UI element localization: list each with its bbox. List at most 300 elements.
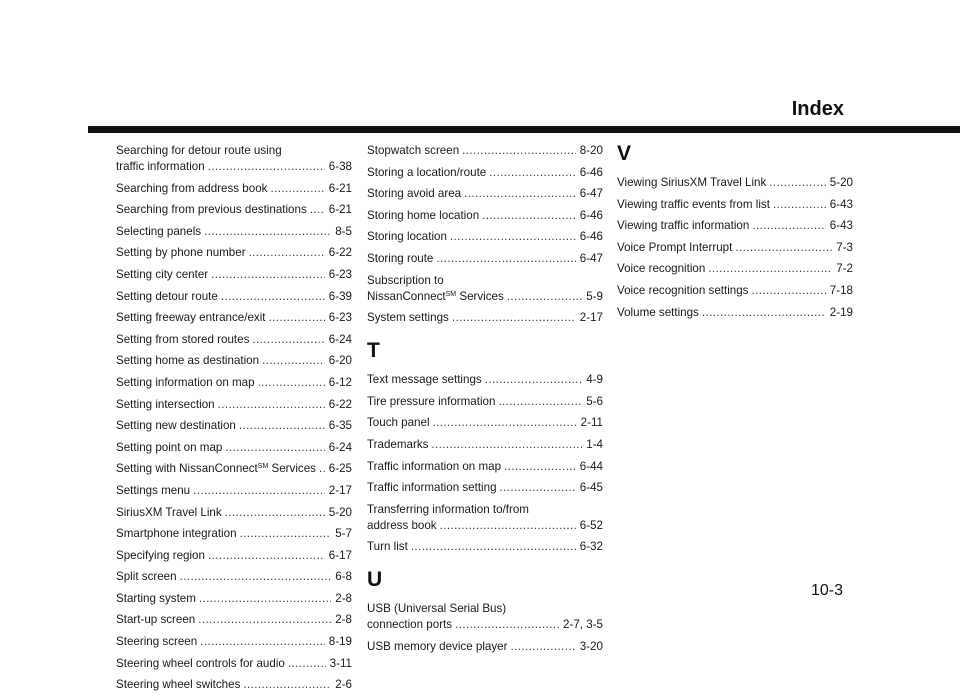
entry-label: Voice recognition [617,262,706,276]
dot-leader [262,353,325,369]
entry-text [116,440,222,456]
dot-leader [504,459,576,475]
index-entry [367,372,603,388]
entry-line [367,186,603,202]
page-ref: 3-20 [579,639,603,653]
entry-text [617,197,770,213]
index-entry [367,251,603,267]
entry-label: Traffic information setting [367,481,497,495]
entry-label-tail: Services [268,462,316,476]
index-entry [617,283,853,299]
index-column-2 [367,143,603,661]
page-ref: 6-35 [328,419,352,433]
entry-label: Storing a location/route [367,165,487,179]
page-ref: 7-2 [836,262,853,276]
page-ref: 8-5 [335,224,352,238]
index-column-3 [617,143,853,326]
dot-leader [440,518,576,534]
entry-label: Setting information on map [116,375,255,389]
dot-leader [452,310,576,326]
dot-leader [211,267,325,283]
entry-line [367,251,603,267]
dot-leader [269,310,325,326]
dot-leader [225,440,324,456]
entry-line [116,332,352,348]
page-ref: 6-24 [328,440,352,454]
page-ref: 6-21 [328,181,352,195]
index-entry [116,612,352,628]
dot-leader [243,677,331,693]
entry-line [116,375,352,391]
index-entry [617,175,853,191]
dot-leader [752,218,825,234]
entry-text [116,267,208,283]
index-entry [116,569,352,585]
entry-line [116,418,352,434]
entry-label: Storing route [367,251,434,265]
dot-leader [225,505,325,521]
index-entry [116,677,352,693]
entry-label: Storing home location [367,208,480,222]
entry-label: Selecting panels [116,224,202,238]
dot-leader [482,208,576,224]
entry-line [367,459,603,475]
index-entry [116,548,352,564]
dot-leader [708,261,832,277]
index-entry [367,143,603,159]
index-entry [367,639,603,655]
entry-line [116,591,352,607]
entry-text [367,437,428,453]
index-entry [367,165,603,181]
page-ref: 6-17 [328,548,352,562]
entry-line [367,518,603,534]
entry-label: Setting with NissanConnect [116,462,258,476]
page-ref: 6-46 [579,208,603,222]
entry-label: Turn list [367,540,408,554]
entry-text [617,261,705,277]
page-ref: 6-23 [328,311,352,325]
entry-text [116,202,307,218]
page-ref: 6-46 [579,165,603,179]
index-entry [116,505,352,521]
entry-text [116,289,218,305]
entry-label: Steering wheel controls for audio [116,656,285,670]
index-entry [367,502,603,534]
entry-label: Specifying region [116,548,205,562]
entry-line [116,612,352,628]
index-entry [116,289,352,305]
index-entry [116,526,352,542]
dot-leader [239,418,325,434]
dot-leader [735,240,832,256]
entry-line [617,218,853,234]
index-entry [116,656,352,672]
entry-line [367,229,603,245]
entry-text [367,251,433,267]
entry-text [116,526,237,542]
entry-text [367,310,449,326]
entry-text [116,332,249,348]
service-mark: SM [257,463,269,471]
dot-leader [193,483,325,499]
entry-label: Stopwatch screen [367,144,460,157]
entry-text [116,505,222,521]
entry-text [116,224,201,240]
index-entry [367,480,603,496]
entry-text [116,418,236,434]
page-ref: 2-17 [579,311,603,325]
entry-label: USB memory device player [367,639,508,653]
entry-line [116,181,352,197]
section-letter: U [367,568,383,592]
dot-leader [270,181,324,197]
index-entry [116,245,352,261]
index-entry [367,208,603,224]
dot-leader [288,656,326,672]
entry-label: Steering screen [116,635,198,649]
entry-line [367,143,603,159]
entry-text [367,394,495,410]
entry-label: Voice Prompt Interrupt [617,240,733,254]
entry-line [116,656,352,672]
entry-label: Setting city center [116,267,209,281]
index-entry [116,418,352,434]
page-ref: 6-43 [829,197,853,211]
entry-line [367,394,603,410]
page-ref: 1-4 [586,437,603,451]
page-ref: 6-24 [328,332,352,346]
entry-line [367,480,603,496]
entry-text [367,165,486,181]
page-ref: 2-17 [328,483,352,497]
entry-line [116,310,352,326]
dot-leader [258,375,325,391]
dot-leader [769,175,826,191]
page-ref: 6-12 [328,375,352,389]
entry-line [367,165,603,181]
entry-text [116,375,255,391]
entry-line [116,677,352,693]
entry-line [367,208,603,224]
entry-line [367,415,603,431]
page-ref: 7-3 [836,240,853,254]
page-ref: 2-8 [335,591,352,605]
entry-text [116,634,197,650]
entry-text: Subscription to [367,273,444,287]
entry-text: Transferring information to/from [367,502,529,516]
entry-label: System settings [367,311,449,325]
entry-line [367,372,603,388]
entry-text [116,656,285,672]
dot-leader [319,461,325,477]
entry-text [116,591,196,607]
entry-text [116,612,195,628]
entry-text [367,639,507,655]
entry-label: Setting intersection [116,397,215,411]
entry-line [116,440,352,456]
entry-text [116,181,267,197]
index-entry [116,483,352,499]
index-entry [116,440,352,456]
entry-line [617,197,853,213]
index-entry [116,181,352,197]
entry-label: address book [367,518,437,532]
index-entry [116,634,352,650]
page-ref: 6-23 [328,267,352,281]
entry-label: Touch panel [367,416,430,430]
entry-line [617,175,853,191]
page-ref: 6-45 [579,481,603,495]
page-ref: 2-19 [829,305,853,319]
dot-leader [240,526,332,542]
entry-text [367,617,452,633]
entry-line [617,283,853,299]
index-entry [367,415,603,431]
entry-label-tail: Services [456,289,504,303]
entry-text [116,397,215,413]
page-ref: 3-11 [329,656,352,670]
index-entry [116,224,352,240]
entry-line [116,224,352,240]
entry-text [367,372,482,388]
entry-text [116,310,266,326]
entry-label: connection ports [367,618,453,632]
dot-leader [500,480,576,496]
dot-leader [702,305,826,321]
index-entry [617,197,853,213]
dot-leader [510,639,575,655]
entry-text [367,143,459,159]
entry-label: Split screen [116,570,177,584]
dot-leader [433,415,577,431]
entry-text [116,245,246,261]
entry-label: Voice recognition settings [617,283,749,297]
entry-line [116,483,352,499]
dot-leader [208,159,325,175]
dot-leader [489,165,576,181]
entry-text [367,459,501,475]
page-ref: 6-25 [328,462,352,476]
entry-text [367,539,408,555]
index-entry [116,267,352,283]
entry-label: Setting point on map [116,440,223,454]
index-entry [367,539,603,555]
dot-leader [485,372,583,388]
dot-leader [180,569,332,585]
entry-text [116,159,205,175]
page-ref: 6-32 [579,540,603,554]
page-ref: 5-7 [335,527,352,541]
page-ref: 6-21 [328,203,352,217]
entry-text [617,240,732,256]
index-entry [367,394,603,410]
entry-label: Storing avoid area [367,187,462,201]
index-entry [367,310,603,326]
page-ref: 6-44 [579,459,603,473]
entry-label: Setting home as destination [116,354,260,368]
entry-label: Setting by phone number [116,246,246,260]
page-number: 10-3 [810,582,843,599]
service-mark: SM [445,290,457,298]
page-ref: 6-20 [328,354,352,368]
dot-leader [462,143,576,159]
entry-line [367,617,603,633]
dot-leader [773,197,826,213]
entry-label: Storing location [367,230,447,244]
dot-leader [200,634,325,650]
entry-text [116,353,259,369]
dot-leader [464,186,576,202]
entry-label: Searching from previous destinations [116,203,307,217]
entry-text [116,548,205,564]
dot-leader [411,539,576,555]
page-ref: 5-9 [586,289,603,303]
page-ref: 6-52 [579,518,603,532]
entry-line [116,634,352,650]
header-rule [88,126,960,133]
entry-text [367,208,479,224]
index-entry [116,591,352,607]
entry-label: Text message settings [367,373,482,387]
page-ref: 7-18 [829,283,853,297]
entry-label: Setting new destination [116,419,236,433]
page-ref: 6-46 [579,230,603,244]
page-ref: 4-9 [586,373,603,387]
page-ref: 8-20 [579,144,603,157]
dot-leader [431,437,582,453]
entry-label: Viewing traffic events from list [617,197,770,211]
index-entry [367,459,603,475]
entry-label: Setting from stored routes [116,332,250,346]
page-ref: 6-47 [579,251,603,265]
entry-label: Smartphone integration [116,527,237,541]
entry-line [367,310,603,326]
index-entry [116,143,352,175]
dot-leader [249,245,325,261]
page-ref: 6-8 [335,570,352,584]
entry-text [116,461,316,477]
entry-text: Searching for detour route using [116,144,282,157]
dot-leader [310,202,325,218]
page-ref: 5-20 [328,505,352,519]
entry-text [367,518,437,534]
index-entry [116,332,352,348]
dot-leader [221,289,325,305]
entry-line [367,289,603,305]
entry-line [116,353,352,369]
entry-line [116,289,352,305]
index-entry [116,310,352,326]
section-letter: T [367,339,380,363]
entry-label: Setting freeway entrance/exit [116,311,266,325]
index-entry [116,202,352,218]
page-ref: 6-43 [829,219,853,233]
entry-line [617,261,853,277]
index-entry [116,375,352,391]
dot-leader [450,229,576,245]
entry-text: USB (Universal Serial Bus) [367,602,507,616]
dot-leader [455,617,559,633]
page-title: Index [791,98,844,120]
entry-line [617,240,853,256]
dot-leader [199,591,331,607]
index-entry [116,353,352,369]
entry-line [116,159,352,175]
page-ref: 6-38 [328,160,352,173]
entry-line [116,505,352,521]
entry-line [116,526,352,542]
page-ref: 6-22 [328,397,352,411]
entry-text [367,289,504,305]
entry-text [367,415,430,431]
index-entry [116,397,352,413]
dot-leader [507,289,582,305]
entry-label: Traffic information on map [367,459,502,473]
entry-line [116,245,352,261]
page-ref: 5-20 [829,176,853,189]
entry-text [367,480,497,496]
index-entry [367,273,603,305]
entry-text [617,218,749,234]
entry-line [116,569,352,585]
dot-leader [498,394,582,410]
entry-label: SiriusXM Travel Link [116,505,222,519]
entry-line [617,305,853,321]
section-letter: V [617,142,632,165]
entry-label: Start-up screen [116,613,196,627]
entry-label: Volume settings [617,305,699,319]
entry-label: Settings menu [116,483,191,497]
entry-text [116,569,177,585]
page-ref: 6-39 [328,289,352,303]
entry-line [116,397,352,413]
page-ref: 2-11 [580,416,603,430]
index-entry [617,240,853,256]
entry-label: Trademarks [367,437,429,451]
entry-text [617,305,699,321]
entry-text [367,229,447,245]
entry-label: Starting system [116,591,196,605]
dot-leader [198,612,331,628]
entry-line [116,548,352,564]
entry-line [367,437,603,453]
index-entry [116,461,352,477]
entry-label: Steering wheel switches [116,678,241,692]
entry-text [617,175,766,191]
entry-label: NissanConnect [367,289,446,303]
entry-label: Setting detour route [116,289,218,303]
entry-text [116,677,240,693]
dot-leader [436,251,575,267]
entry-label: Viewing traffic information [617,219,750,233]
page-header [0,0,960,140]
entry-label: traffic information [116,160,205,173]
page-ref: 2-8 [335,613,352,627]
entry-line [116,267,352,283]
index-entry [367,186,603,202]
entry-line [116,461,352,477]
index-entry [367,229,603,245]
entry-line [116,202,352,218]
dot-leader [208,548,325,564]
page-ref: 8-19 [328,635,352,649]
entry-label: Viewing SiriusXM Travel Link [617,176,767,189]
entry-line [367,639,603,655]
index-entry [617,218,853,234]
entry-text [116,483,190,499]
index-entry [617,305,853,321]
